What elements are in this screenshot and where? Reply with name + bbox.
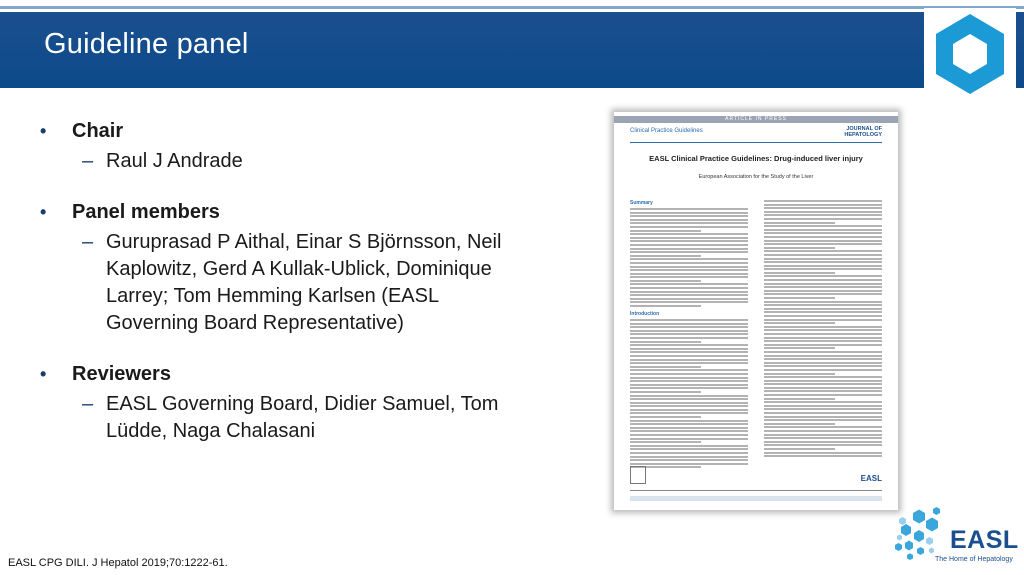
paper-text-line [764,369,882,371]
paper-text-line [630,355,748,357]
paper-journal-name: JOURNAL OF HEPATOLOGY [844,126,882,138]
paper-text-line [764,218,882,220]
paper-text-line [630,212,748,214]
paper-text-line [764,283,882,285]
paper-text-line [764,268,882,270]
paper-text-line [630,341,701,343]
paper-text-line [630,373,748,375]
paper-text-line [630,344,748,346]
paper-text-line [764,408,882,410]
paper-text-line [630,294,748,296]
paper-text-line [630,219,748,221]
paper-text-line [630,438,748,440]
paper-text-line [764,204,882,206]
paper-intro-head: Introduction [630,311,660,318]
paper-text-line [630,233,748,235]
paper-text-line [630,391,701,393]
paper-text-line [764,326,882,328]
dash-icon: – [82,393,94,415]
paper-text-line [764,419,882,421]
header-band [0,0,1024,100]
paper-text-line [630,377,748,379]
paper-text-line [630,226,748,228]
paper-text-line [764,398,835,400]
paper-text-line [764,290,882,292]
paper-text-line [764,329,882,331]
paper-text-line [764,401,882,403]
paper-text-line [764,412,882,414]
paper-text-line [764,376,882,378]
paper-text-line [764,261,882,263]
paper-text-line [630,276,748,278]
paper-logo: EASL [860,474,882,483]
paper-text-line [630,402,748,404]
section-chair [40,116,600,175]
paper-text-line [630,330,748,332]
paper-text-line [764,434,882,436]
paper-text-line [630,448,748,450]
paper-text-line [764,444,882,446]
paper-text-line [764,301,882,303]
paper-text-line [630,427,748,429]
paper-text-line [630,301,748,303]
paper-text-line [630,255,701,257]
section-panel-members [40,197,600,337]
paper-text-line [630,258,748,260]
paper-text-line [764,383,882,385]
section-heading: Reviewers [72,363,171,385]
paper-text-line [764,293,882,295]
page-title: Guideline panel [44,28,249,60]
paper-text-line [630,405,748,407]
paper-text-line [630,384,748,386]
paper-text-line [630,333,748,335]
hexagon-icon [924,8,1016,100]
paper-text-line [764,315,882,317]
logo-wordmark: EASL [950,526,1019,554]
paper-text-line [764,308,882,310]
paper-text-line [630,287,748,289]
section-reviewers [40,359,600,445]
paper-text-line [630,298,748,300]
paper-column-left [630,200,748,470]
paper-text-line [764,304,882,306]
paper-text-line [764,214,882,216]
paper-rule [630,142,882,143]
paper-text-line [764,279,882,281]
paper-text-line [630,240,748,242]
paper-text-line [764,286,882,288]
paper-text-line [630,305,701,307]
paper-author: European Association for the Study of the Liver [698,174,814,180]
paper-text-line [764,258,882,260]
paper-text-line [764,380,882,382]
paper-text-line [764,240,882,242]
paper-text-line [630,283,748,285]
paper-text-line [630,273,748,275]
paper-text-line [630,366,701,368]
paper-text-line [630,412,748,414]
paper-text-line [764,311,882,313]
paper-text-line [630,369,748,371]
paper-text-line [764,297,835,299]
paper-text-line [764,229,882,231]
paper-text-line [764,243,882,245]
logo-tagline: The Home of Hepatology [935,556,1013,563]
paper-text-line [630,445,748,447]
paper-text-line [630,416,701,418]
dash-icon: – [82,150,94,172]
paper-text-line [764,362,882,364]
paper-text-line [630,456,748,458]
paper-text-line [630,348,748,350]
paper-text-line [630,380,748,382]
paper-text-line [630,430,748,432]
bullet-icon: • [40,121,47,141]
paper-text-line [630,452,748,454]
bullet-content [40,116,600,467]
paper-text-line [764,347,835,349]
paper-text-line [630,434,748,436]
paper-text-line [764,337,882,339]
section-heading: Panel members [72,201,220,223]
paper-text-line [764,355,882,357]
paper-text-line [630,323,748,325]
paper-text-line [764,254,882,256]
paper-text-line [764,275,882,277]
section-heading: Chair [72,120,124,142]
paper-text-line [630,244,748,246]
paper-text-line [764,236,882,238]
paper-column-right [764,200,882,459]
paper-footer-strip [630,496,882,501]
paper-text-line [630,215,748,217]
paper-text-line [764,365,882,367]
paper-text-line [764,390,882,392]
paper-footer-rule [630,490,882,491]
bullet-icon: • [40,364,47,384]
paper-text-line [764,333,882,335]
paper-text-line [764,272,835,274]
paper-text-line [630,208,748,210]
paper-text-line [764,250,882,252]
section-item: EASL Governing Board, Didier Samuel, Tom Lüdde, Naga Chalasani [106,393,499,442]
paper-text-line [764,416,882,418]
citation: EASL CPG DILI. J Hepatol 2019;70:1222-61. [8,557,228,569]
paper-text-line [764,265,882,267]
paper-text-line [630,326,748,328]
paper-text-line [630,291,748,293]
paper-text-line [764,394,882,396]
paper-text-line [630,269,748,271]
paper-text-line [630,351,748,353]
paper-text-line [764,358,882,360]
paper-text-line [630,459,748,461]
paper-section-label: Clinical Practice Guidelines [630,128,703,134]
paper-text-line [764,211,882,213]
paper-text-line [630,441,701,443]
paper-text-line [764,247,835,249]
paper-text-line [630,463,748,465]
dash-icon: – [82,231,94,253]
paper-summary-head: Summary [630,200,653,206]
paper-text-line [764,437,882,439]
paper-thumbnail [614,112,898,510]
paper-text-line [630,409,748,411]
paper-text-line [630,420,748,422]
paper-text-line [630,337,748,339]
paper-text-line [764,319,882,321]
paper-text-line [764,207,882,209]
paper-text-line [764,448,835,450]
paper-text-line [630,262,748,264]
paper-text-line [630,222,748,224]
paper-text-line [764,387,882,389]
section-item: Raul J Andrade [106,150,243,172]
paper-text-line [764,200,882,202]
paper-text-line [764,232,882,234]
paper-text-line [630,362,748,364]
paper-text-line [630,280,701,282]
publisher-seal-icon [630,466,646,484]
paper-text-line [764,340,882,342]
paper-text-line [764,423,835,425]
paper-text-line [630,398,748,400]
bullet-icon: • [40,202,47,222]
paper-text-line [630,319,748,321]
paper-text-line [630,359,748,361]
paper-text-line [630,423,748,425]
paper-text-line [630,237,748,239]
paper-text-line [764,344,882,346]
paper-text-line [764,322,835,324]
paper-text-line [764,455,882,457]
paper-text-line [764,430,882,432]
paper-banner: ARTICLE IN PRESS [614,116,898,123]
paper-text-line [764,351,882,353]
paper-text-line [764,373,835,375]
paper-text-line [764,452,882,454]
paper-text-line [630,230,701,232]
paper-text-line [630,266,748,268]
section-item: Guruprasad P Aithal, Einar S Björnsson, Neil Kaplowitz, Gerd A Kullak-Ublick, Dominique Larrey; Tom Hemming Karlsen (EASL Governing Board Representative) [106,231,502,334]
paper-text-line [764,426,882,428]
paper-text-line [764,405,882,407]
paper-text-line [764,222,835,224]
paper-text-line [764,441,882,443]
paper-text-line [630,251,748,253]
paper-text-line [764,225,882,227]
paper-title: EASL Clinical Practice Guidelines: Drug-induced liver injury [649,154,863,163]
paper-text-line [630,395,748,397]
paper-text-line [630,248,748,250]
paper-text-line [630,387,748,389]
